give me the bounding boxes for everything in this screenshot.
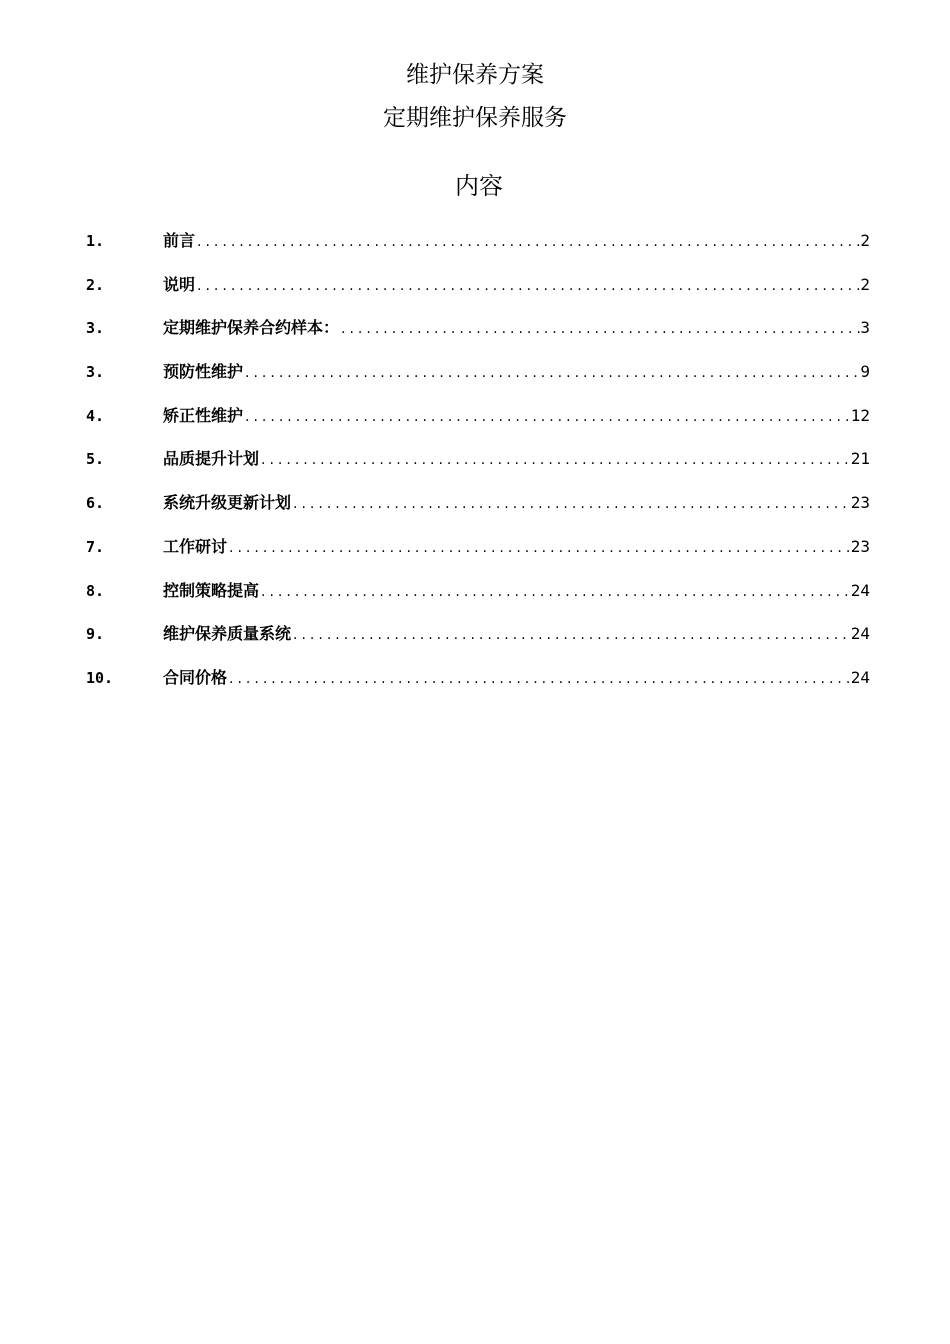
toc-leader-dots	[291, 622, 851, 648]
toc-entry-number: 1.	[86, 232, 105, 250]
toc-entry[interactable]	[86, 578, 870, 622]
toc-entry-label: 定期维护保养合约样本：	[163, 318, 340, 338]
toc-leader-dots	[259, 447, 851, 473]
document-title: 维护保养方案	[406, 62, 544, 88]
toc-entry-label: 合同价格	[163, 667, 228, 687]
toc-heading: 内容	[455, 172, 503, 200]
toc-leader-dots	[243, 360, 860, 386]
toc-entry[interactable]	[86, 665, 870, 709]
toc-entry-page: 9	[860, 362, 870, 382]
toc-leader-dots	[243, 404, 851, 430]
toc-entry-page: 2	[860, 274, 870, 294]
toc-entry-number: 7.	[86, 537, 105, 556]
toc-leader-dots	[291, 491, 851, 517]
toc-entry-number: 4.	[86, 406, 105, 425]
toc-entry-label: 工作研讨	[163, 536, 228, 556]
toc-entry-number: 9.	[86, 625, 105, 644]
toc-leader-dots	[339, 316, 860, 342]
toc-entry-page: 3	[860, 318, 870, 338]
toc-entry-number: 10.	[86, 668, 114, 687]
toc-entry-label: 矫正性维护	[163, 405, 244, 425]
toc-entry-page: 2	[860, 231, 870, 250]
toc-entry-page: 23	[850, 493, 870, 513]
table-of-contents	[86, 228, 870, 709]
toc-entry-number: 3.	[86, 319, 105, 338]
toc-entry-label: 系统升级更新计划	[163, 493, 292, 513]
toc-entry[interactable]	[86, 490, 870, 534]
toc-leader-dots	[195, 273, 860, 299]
toc-entry-page: 24	[850, 667, 870, 687]
toc-entry[interactable]	[86, 446, 870, 490]
toc-entry-label: 控制策略提高	[163, 580, 260, 600]
toc-entry[interactable]	[86, 403, 870, 447]
toc-entry-label: 品质提升计划	[163, 449, 260, 469]
toc-entry-page: 21	[850, 449, 870, 469]
toc-leader-dots	[195, 229, 860, 255]
toc-entry-number: 5.	[86, 450, 105, 469]
toc-entry-label: 预防性维护	[163, 362, 244, 382]
toc-entry[interactable]	[86, 228, 870, 272]
toc-leader-dots	[227, 535, 851, 561]
toc-entry[interactable]	[86, 621, 870, 665]
document-subtitle: 定期维护保养服务	[383, 105, 567, 131]
toc-entry[interactable]	[86, 534, 870, 578]
toc-entry-label: 前言	[163, 231, 196, 250]
toc-entry-number: 3.	[86, 363, 105, 382]
toc-entry-label: 维护保养质量系统	[163, 624, 292, 644]
toc-entry[interactable]	[86, 359, 870, 403]
toc-entry-number: 2.	[86, 275, 105, 294]
toc-leader-dots	[227, 666, 851, 692]
toc-leader-dots	[259, 579, 851, 605]
toc-entry-number: 6.	[86, 494, 105, 513]
toc-entry[interactable]	[86, 315, 870, 359]
toc-entry-page: 23	[850, 536, 870, 556]
toc-entry-page: 12	[850, 405, 870, 425]
toc-entry[interactable]	[86, 272, 870, 316]
toc-entry-number: 8.	[86, 581, 105, 600]
toc-entry-page: 24	[850, 624, 870, 644]
toc-entry-page: 24	[850, 580, 870, 600]
toc-entry-label: 说明	[163, 274, 196, 294]
